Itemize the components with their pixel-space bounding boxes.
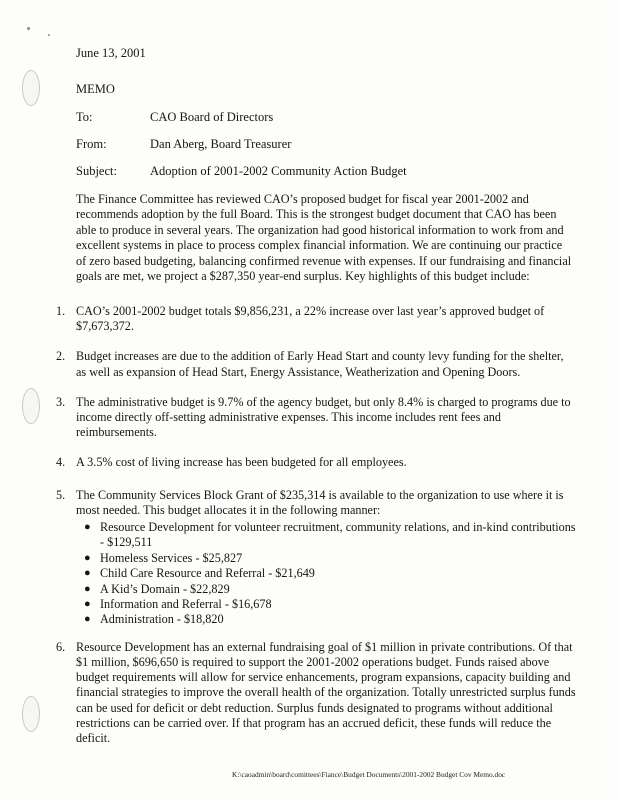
bullet-icon: ● [84, 582, 91, 595]
allocation-item [76, 582, 576, 597]
allocation-item [76, 551, 576, 566]
allocation-text: Resource Development for volunteer recruitment, community relations, and in-kind contributions - $129,511 [100, 520, 576, 550]
memo-heading: MEMO [76, 82, 115, 96]
item-text: CAO’s 2001-2002 budget totals $9,856,231, a 22% increase over last year’s approved budget of $7,673,372. [76, 304, 545, 334]
item-number: 2. [56, 349, 66, 364]
item-text: The administrative budget is 9.7% of the agency budget, but only 8.4% is charged to programs due to income directly off-setting administrative expenses. This income includes rent fees and reimbursements. [76, 394, 571, 440]
bullet-icon: ● [84, 551, 91, 564]
highlight-item [56, 640, 576, 746]
item-text: The Community Services Block Grant of $235,314 is available to the organization to use where it is most needed. This budget allocates it in the following manner: [76, 487, 564, 517]
punch-hole [22, 70, 40, 106]
punch-hole [22, 696, 40, 732]
item-number: 4. [56, 455, 66, 470]
highlights-list [56, 304, 576, 761]
highlight-item [56, 488, 576, 628]
allocation-text: Child Care Resource and Referral - $21,649 [100, 566, 315, 581]
scan-speck [48, 34, 50, 36]
from-value: Dan Aberg, Board Treasurer [150, 137, 292, 151]
item-text: A 3.5% cost of living increase has been budgeted for all employees. [76, 455, 407, 470]
to-label: To: [76, 110, 93, 124]
from-label: From: [76, 137, 107, 151]
allocation-item [76, 566, 576, 581]
item-number: 6. [56, 639, 66, 654]
allocation-item [76, 612, 576, 627]
allocation-list [76, 520, 576, 628]
bullet-icon: ● [84, 521, 91, 534]
allocation-text: Homeless Services - $25,827 [100, 550, 243, 565]
allocation-item [76, 597, 576, 612]
item-number: 3. [56, 394, 66, 409]
item-number: 1. [56, 304, 66, 318]
punch-hole [22, 388, 40, 424]
allocation-text: Administration - $18,820 [100, 612, 224, 627]
bullet-icon: ● [84, 598, 91, 611]
highlight-item [56, 304, 576, 334]
memo-date: June 13, 2001 [76, 46, 146, 60]
highlight-item [56, 395, 576, 441]
subject-label: Subject: [76, 164, 117, 178]
intro-paragraph: The Finance Committee has reviewed CAO’s proposed budget for fiscal year 2001-2002 and recommends adoption by the full Board. This is the strongest budget document that CAO has been able to produce in several years. The organization had good historical information to work from and excellent systems in place to process complex financial information. We are continuing our practice of zero based budgeting, balancing confirmed revenue with expenses. If our fundraising and financial goals are met, we project a $287,350 year-end surplus. Key highlights of this budget include: [76, 192, 572, 284]
subject-value: Adoption of 2001-2002 Community Action Budget [150, 164, 407, 178]
bullet-icon: ● [84, 567, 91, 580]
item-number: 5. [56, 487, 66, 502]
highlight-item [56, 455, 576, 470]
highlight-item [56, 349, 576, 379]
item-text: Resource Development has an external fundraising goal of $1 million in private contributions. Of that $1 million, $696,650 is required to support the 2001-2002 operations budget. Funds raised above budget requirements will allow for service enhancements, program expansions, capacity building and financial strategies to improve the overall health of the organization. Totally unrestricted surplus funds can be used for deficit or debt reduction. Surplus funds designated to programs without additional restrictions can be carried over. If that program has an accrued deficit, these funds will reduce the deficit. [76, 639, 576, 746]
scan-speck [27, 27, 30, 30]
to-value: CAO Board of Directors [150, 110, 274, 124]
allocation-text: Information and Referral - $16,678 [100, 597, 272, 612]
allocation-text: A Kid’s Domain - $22,829 [100, 581, 230, 596]
allocation-item [76, 520, 576, 551]
file-path-footer: K:\caoadmin\board\comittees\Fiance\Budget Documents\2001-2002 Budget Cov Memo.doc [232, 770, 506, 779]
item-text: Budget increases are due to the addition of Early Head Start and county levy funding for the shelter, as well as expansion of Head Start, Energy Assistance, Weatherization and Opening Doors. [76, 349, 564, 379]
bullet-icon: ● [84, 613, 91, 626]
